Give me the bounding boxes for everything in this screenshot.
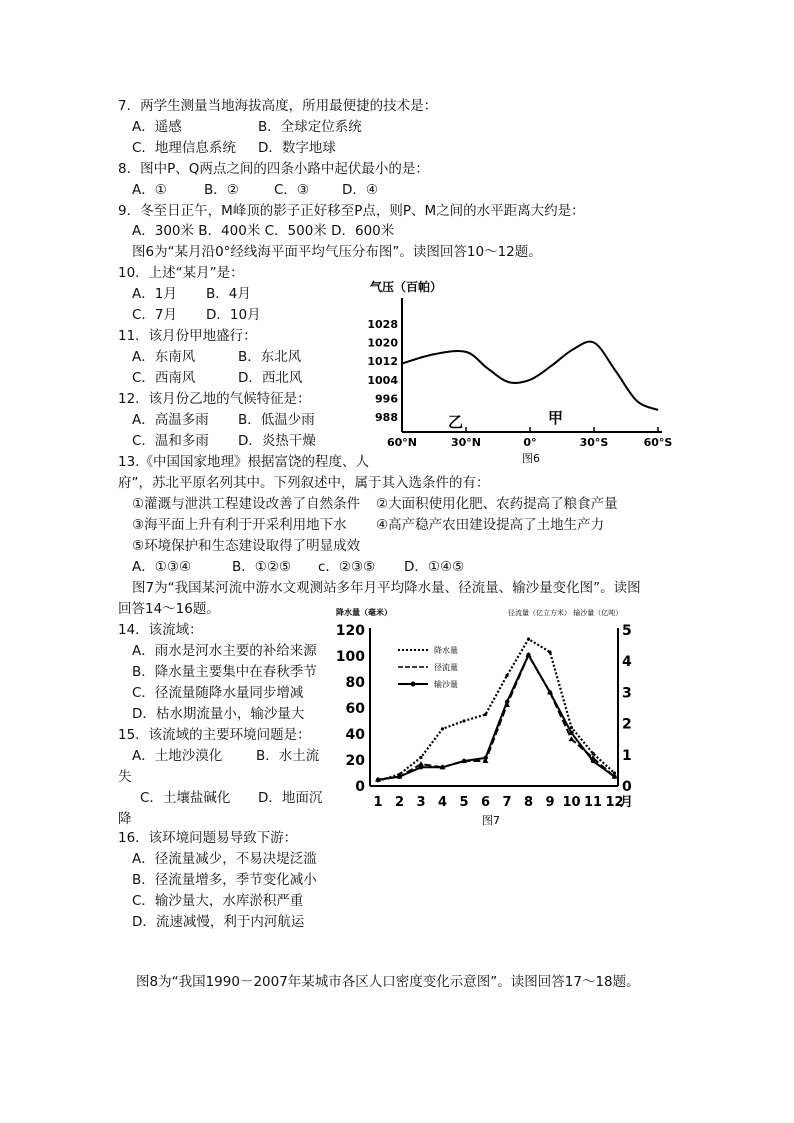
fig6-ytick-label: 996 (375, 392, 398, 406)
intro-fig7-line1: 图7为“我国某河流中游水文观测站多年月平均降水量、径流量、输沙量变化图”。读图 (132, 580, 641, 596)
q8-opt-a: A．① (132, 182, 167, 198)
q13-opt-a: A．①③④ (132, 559, 192, 575)
q9-options: A．300米 B．400米 C．500米 D．600米 (132, 223, 395, 239)
fig6-pressure-line (402, 342, 658, 410)
fig7-xtick-label: 5 (459, 795, 469, 810)
fig7-legend-sediment: 输沙量 (434, 680, 458, 689)
fig7-sediment-point (505, 700, 509, 704)
fig7-legend (398, 645, 458, 689)
q16-opt-a: A．径流量减少，不易决堤泛滥 (132, 851, 317, 867)
fig7-sediment-point (440, 765, 444, 769)
q13-item-3: ③海平面上升有利于开采利用地下水 (132, 517, 347, 533)
fig7-legend-runoff: 径流量 (434, 663, 458, 672)
fig7-xtick-label: 2 (394, 795, 405, 810)
intro-fig7-line2: 回答14～16题。 (118, 601, 220, 617)
fig7-xtick-label: 3 (416, 795, 426, 810)
q7-opt-a: A．遥感 (132, 119, 182, 135)
fig7-sediment-point (526, 653, 530, 657)
fig7-precip-point (570, 726, 573, 729)
q15-opt-b: B．水土流 (256, 748, 320, 764)
fig7-ytick-left-label: 60 (345, 701, 365, 717)
q15-opt-b-cont: 失 (118, 769, 132, 785)
q7-stem: 7．两学生测量当地海拔高度，所用最便捷的技术是： (118, 98, 438, 114)
fig6-xtick-label: 30°N (450, 436, 482, 449)
fig7-precip-point (484, 713, 487, 716)
fig7-line-runoff (378, 655, 615, 780)
fig7-ytick-right-label: 0 (622, 779, 632, 795)
fig7-ytick-left-label: 20 (345, 753, 365, 769)
fig7-ytick-left-label: 120 (335, 623, 365, 639)
fig7-xtick-label: 7 (502, 795, 512, 810)
fig6-xtick-label: 30°S (579, 436, 609, 449)
q14-opt-d: D．枯水期流量小，输沙量大 (132, 706, 305, 722)
q14-opt-c: C．径流量随降水量同步增减 (132, 685, 304, 701)
fig7-xtick-label: 11 (583, 795, 603, 810)
q11-stem: 11．该月份甲地盛行： (118, 328, 257, 344)
intro-fig8: 图8为“我国1990－2007年某城市各区人口密度变化示意图”。读图回答17～18题。 (136, 974, 640, 990)
fig7-xtick-label: 8 (523, 795, 534, 810)
fig7-xtick-label: 10 (562, 795, 581, 810)
q16-opt-d: D．流速减慢，利于内河航运 (132, 914, 305, 930)
fig7-precip-point (419, 756, 422, 759)
q12-opt-d: D．炎热干燥 (238, 433, 316, 449)
fig7-ytick-left-label: 100 (335, 649, 365, 665)
q9-stem: 9．冬至日正午，M峰顶的影子正好移至P点，则P、M之间的水平距离大约是： (118, 203, 585, 219)
q11-opt-d: D．西北风 (238, 370, 303, 386)
fig7-sediment-point (591, 759, 595, 763)
q13-item-5: ⑤环境保护和生态建设取得了明显成效 (132, 538, 361, 554)
fig7-ytick-right-label: 2 (622, 716, 632, 733)
fig7-xtick-label: 12 (605, 795, 624, 810)
q13-item-4: ④高产稳产农田建设提高了土地生产力 (376, 517, 605, 533)
fig7-line-precipitation (378, 639, 615, 781)
fig7-sediment-point (462, 759, 466, 763)
fig7-xtick-label: 9 (545, 795, 555, 810)
fig6-ylabel: 气压（百帕） (370, 280, 443, 294)
fig7-ytick-right-label: 5 (622, 623, 632, 639)
fig7-sediment-point (612, 774, 616, 778)
intro-fig6: 图6为“某月沿0°经线海平面平均气压分布图”。读图回答10～12题。 (132, 244, 542, 260)
q7-opt-b: B．全球定位系统 (258, 119, 362, 135)
q13-opt-d: D．①④⑤ (404, 559, 465, 575)
fig7-sediment-point (397, 774, 401, 778)
fig7-precip-point (505, 674, 508, 677)
q16-opt-c: C．输沙量大，水库淤积严重 (132, 893, 304, 909)
fig7-precip-point (591, 752, 594, 755)
fig7-ytick-right-label: 3 (622, 685, 632, 702)
fig7-ytick-right-label: 1 (622, 747, 632, 764)
q13-item-1: ①灌溉与泄洪工程建设改善了自然条件 (132, 496, 361, 512)
q13-stem-line2: 府”，苏北平原名列其中。下列叙述中，属于其入选条件的有： (118, 475, 490, 491)
q11-opt-a: A．东南风 (132, 349, 196, 365)
q16-stem: 16．该环境问题易导致下游： (118, 830, 298, 846)
fig6-pressure-chart (364, 276, 682, 468)
fig7-sediment-point (548, 690, 552, 694)
fig7-precip-point (527, 638, 530, 641)
fig6-xtick-label: 0° (523, 436, 537, 449)
fig7-ytick-left-label: 0 (355, 779, 365, 795)
q16-opt-b: B．径流量增多，季节变化减小 (132, 872, 317, 888)
q10-opt-d: D．10月 (206, 307, 261, 323)
fig7-sediment-point (376, 778, 380, 782)
q13-opt-c: c．②③⑤ (318, 559, 376, 575)
q15-opt-c: C．土壤盐碱化 (140, 790, 231, 806)
fig6-ytick-label: 1028 (367, 318, 398, 331)
q10-opt-c: C．7月 (132, 307, 178, 323)
fig6-title: 图6 (522, 452, 540, 465)
q13-opt-b: B．①②⑤ (232, 559, 292, 575)
q10-stem: 10．上述“某月”是： (118, 265, 244, 281)
q13-stem-line1: 13.《中国国家地理》根据富饶的程度、人 (118, 454, 369, 470)
q8-stem: 8．图中P、Q两点之间的四条小路中起伏最小的是： (118, 161, 429, 177)
q15-opt-a: A．土地沙漠化 (132, 748, 223, 764)
q12-opt-b: B．低温少雨 (238, 412, 315, 428)
fig7-ytick-left-label: 80 (345, 675, 365, 691)
q7-opt-c: C．地理信息系统 (132, 140, 236, 156)
fig7-xtick-label: 4 (437, 795, 448, 810)
fig7-legend-precip: 降水量 (434, 646, 458, 655)
q12-stem: 12．该月份乙地的气候特征是： (118, 391, 311, 407)
q15-opt-d: D．地面沉 (258, 790, 323, 806)
fig7-ylabel-right: 径流量（亿立方米） 输沙量（亿吨） (508, 609, 623, 617)
fig7-xtick-label: 6 (480, 795, 491, 810)
fig7-hydrology-chart (332, 606, 638, 830)
fig6-label-yi: 乙 (448, 413, 464, 431)
q10-opt-a: A．1月 (132, 286, 177, 302)
fig7-ytick-left-label: 40 (345, 727, 365, 743)
q12-opt-a: A．高温多雨 (132, 412, 209, 428)
fig7-xtick-label: 1 (373, 795, 383, 810)
fig7-ytick-right-label: 4 (622, 654, 632, 671)
q11-opt-c: C．西南风 (132, 370, 196, 386)
fig7-line-sediment (378, 655, 615, 780)
fig7-title: 图7 (482, 814, 500, 827)
q12-opt-c: C．温和多雨 (132, 433, 209, 449)
q13-item-2: ②大面积使用化肥、农药提高了粮食产量 (376, 496, 618, 512)
q14-opt-a: A．雨水是河水主要的补给来源 (132, 643, 317, 659)
fig6-xtick-label: 60°N (386, 436, 418, 449)
fig7-x-unit: 月 (620, 795, 634, 810)
fig6-ytick-label: 1012 (367, 355, 398, 369)
fig7-precip-point (462, 719, 465, 722)
fig6-ytick-label: 1020 (367, 336, 398, 350)
fig7-precip-point (548, 651, 551, 654)
q14-stem: 14．该流域： (118, 622, 203, 638)
q14-opt-b: B．降水量主要集中在春秋季节 (132, 664, 317, 680)
q7-opt-d: D．数字地球 (258, 140, 336, 156)
q11-opt-b: B．东北风 (238, 349, 302, 365)
fig6-ytick-label: 1004 (367, 373, 398, 387)
q8-opt-b: B．② (204, 182, 239, 198)
q15-opt-d-cont: 降 (118, 811, 132, 827)
q8-opt-c: C．③ (274, 182, 310, 198)
fig6-label-jia: 甲 (548, 409, 564, 427)
fig6-xtick-label: 60°S (643, 436, 673, 449)
q8-opt-d: D．④ (342, 182, 378, 198)
fig7-sediment-point (483, 756, 487, 760)
q10-opt-b: B．4月 (206, 286, 251, 302)
fig7-precip-point (441, 727, 444, 730)
fig6-ytick-label: 988 (375, 411, 398, 424)
fig7-sediment-point (569, 731, 573, 735)
q15-stem: 15．该流域的主要环境问题是： (118, 727, 311, 743)
fig7-ylabel-left: 降水量（毫米） (336, 608, 392, 617)
fig7-sediment-point (419, 765, 423, 769)
